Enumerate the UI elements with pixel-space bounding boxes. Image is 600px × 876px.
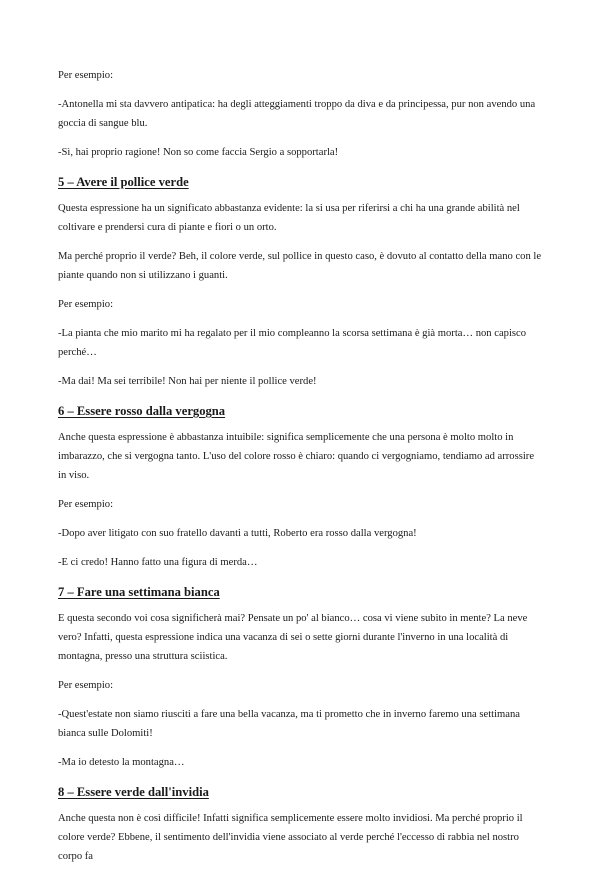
example-label: Per esempio: bbox=[58, 70, 114, 81]
section-heading-6: 6 – Essere rosso dalla vergogna bbox=[58, 404, 226, 418]
dialogue-line: -Antonella mi sta davvero antipatica: ha degli atteggiamenti troppo da diva e da principessa, pur non avendo una goccia di sangue blu. bbox=[58, 99, 536, 129]
dialogue-line: -Quest'estate non siamo riusciti a fare una bella vacanza, ma ti prometto che in inverno faremo una settimana bianca sulle Dolomiti! bbox=[58, 709, 520, 739]
section-heading-8: 8 – Essere verde dall'invidia bbox=[58, 785, 209, 799]
dialogue-line: -E ci credo! Hanno fatto una figura di merda… bbox=[58, 557, 258, 568]
dialogue-line: -La pianta che mio marito mi ha regalato per il mio compleanno la scorsa settimana è già morta… non capisco perché… bbox=[58, 328, 527, 358]
section-heading-7: 7 – Fare una settimana bianca bbox=[58, 585, 220, 599]
section-heading-5: 5 – Avere il pollice verde bbox=[58, 175, 189, 189]
paragraph: Ma perché proprio il verde? Beh, il colore verde, sul pollice in questo caso, è dovuto al contatto della mano con le piante quando non si utilizzano i guanti. bbox=[58, 251, 542, 281]
example-label: Per esempio: bbox=[58, 680, 114, 691]
dialogue-line: -Sì, hai proprio ragione! Non so come faccia Sergio a sopportarla! bbox=[58, 147, 339, 158]
dialogue-line: -Ma dai! Ma sei terribile! Non hai per niente il pollice verde! bbox=[58, 376, 317, 387]
document-page bbox=[58, 66, 542, 876]
dialogue-line: -Ma io detesto la montagna… bbox=[58, 757, 185, 768]
example-label: Per esempio: bbox=[58, 499, 114, 510]
example-label: Per esempio: bbox=[58, 299, 114, 310]
paragraph: Questa espressione ha un significato abbastanza evidente: la si usa per riferirsi a chi ha una grande abilità nel coltivare e prendersi cura di piante e fiori o un orto. bbox=[58, 203, 520, 233]
paragraph: E questa secondo voi cosa significherà mai? Pensate un po' al bianco… cosa vi viene subito in mente? La neve vero? Infatti, questa espressione indica una vacanza di sei o sette giorni durante l'inverno in una località di montagna, presso una struttura sciistica. bbox=[58, 613, 528, 662]
paragraph: Anche questa espressione è abbastanza intuibile: significa semplicemente che una persona è molto molto in imbarazzo, che si vergogna tanto. L'uso del colore rosso è chiaro: quando ci vergogniamo, tendiamo ad arrossire in viso. bbox=[58, 432, 535, 481]
paragraph: Anche questa non è così difficile! Infatti significa semplicemente essere molto invidiosi. Ma perché proprio il colore verde? Ebbene, il sentimento dell'invidia viene associato al verde perché l'eccesso di rabbia nel nostro corpo fa bbox=[58, 813, 523, 862]
dialogue-line: -Dopo aver litigato con suo fratello davanti a tutti, Roberto era rosso dalla vergogna! bbox=[58, 528, 417, 539]
